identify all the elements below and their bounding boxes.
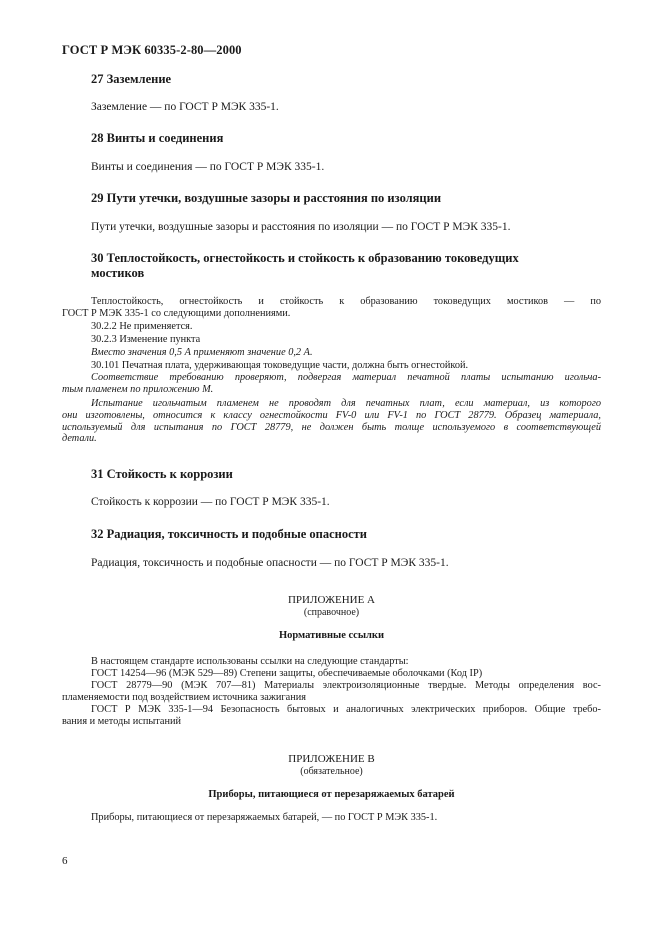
section-30-title xyxy=(91,251,611,281)
section-30-101: 30.101 Печатная плата, удерживающая токоведущие части, должна быть огнестойкой. xyxy=(91,360,469,371)
section-30-compliance xyxy=(62,372,601,396)
section-28-title: 28 Винты и соединения xyxy=(91,131,224,145)
appendix-a-ref-1: ГОСТ 14254—96 (МЭК 529—89) Степени защиты, обеспечиваемые оболочками (Код IP) xyxy=(91,668,483,679)
section-28-body: Винты и соединения — по ГОСТ Р МЭК 335-1. xyxy=(91,161,325,173)
section-30-paragraph-1 xyxy=(62,296,601,320)
appendix-b-status: (обязательное) xyxy=(300,766,363,777)
section-30-title-line1: 30 Теплостойкость, огнестойкость и стойкость к образованию токоведущих xyxy=(91,251,519,265)
section-31-title: 31 Стойкость к коррозии xyxy=(91,467,233,481)
page-number: 6 xyxy=(62,855,68,867)
text-line: вания и методы испытаний xyxy=(62,715,181,727)
appendix-a-intro: В настоящем стандарте использованы ссылки на следующие стандарты: xyxy=(91,656,409,667)
section-27-title: 27 Заземление xyxy=(91,72,172,86)
text-line: тым пламенем по приложению М. xyxy=(62,383,214,395)
text-line: пламеняемости под воздействием источника зажигания xyxy=(62,691,306,703)
text-line: Теплостойкость, огнестойкость и стойкость к образованию токоведущих мостиков — по xyxy=(91,296,601,307)
text-line: они изготовлены, относится к классу огнестойкости FV-0 или FV-1 по ГОСТ 28779. Образец материала, xyxy=(62,409,601,421)
text-line: Испытание игольчатым пламенем не проводят для печатных плат, если материал, из которого xyxy=(91,398,601,409)
appendix-a-label: ПРИЛОЖЕНИЕ А xyxy=(287,594,375,606)
document-header: ГОСТ Р МЭК 60335-2-80—2000 xyxy=(62,43,242,57)
appendix-a-title: Нормативные ссылки xyxy=(278,630,385,641)
section-30-title-line2: мостиков xyxy=(91,266,145,280)
text-line: ГОСТ Р МЭК 335-1 со следующими дополнениями. xyxy=(62,307,291,319)
appendix-b-label: ПРИЛОЖЕНИЕ В xyxy=(288,753,375,765)
section-29-body: Пути утечки, воздушные зазоры и расстояния по изоляции — по ГОСТ Р МЭК 335-1. xyxy=(91,221,511,233)
appendix-a-ref-3 xyxy=(62,704,601,728)
section-30-needle-flame-test xyxy=(62,398,601,445)
section-31-body: Стойкость к коррозии — по ГОСТ Р МЭК 335-1. xyxy=(91,496,330,508)
section-32-title: 32 Радиация, токсичность и подобные опасности xyxy=(91,527,367,541)
section-32-body: Радиация, токсичность и подобные опасности — по ГОСТ Р МЭК 335-1. xyxy=(91,557,449,569)
appendix-b-body: Приборы, питающиеся от перезаряжаемых батарей, — по ГОСТ Р МЭК 335-1. xyxy=(91,812,438,823)
appendix-a-ref-2 xyxy=(62,680,601,704)
section-30-value-replacement: Вместо значения 0,5 А применяют значение 0,2 А. xyxy=(91,347,313,358)
text-line: детали. xyxy=(62,433,97,445)
section-29-title: 29 Пути утечки, воздушные зазоры и расстояния по изоляции xyxy=(91,191,442,205)
text-line: Соответствие требованию проверяют, подвергая материал печатной платы испытанию игольча- xyxy=(91,372,601,383)
text-line: ГОСТ Р МЭК 335-1—94 Безопасность бытовых и аналогичных электрических приборов. Общие требо- xyxy=(91,704,601,715)
section-30-2-2: 30.2.2 Не применяется. xyxy=(91,321,193,332)
text-line: ГОСТ 28779—90 (МЭК 707—81) Материалы электроизоляционные твердые. Методы определения вос- xyxy=(91,680,601,691)
appendix-a-status: (справочное) xyxy=(303,607,360,618)
text-line: используемый для испытания по ГОСТ 28779, не должен быть толще используемого в соответствующей xyxy=(62,421,601,433)
section-30-2-3: 30.2.3 Изменение пункта xyxy=(91,334,201,345)
appendix-b-title: Приборы, питающиеся от перезаряжаемых батарей xyxy=(208,789,455,800)
section-27-body: Заземление — по ГОСТ Р МЭК 335-1. xyxy=(91,101,279,113)
